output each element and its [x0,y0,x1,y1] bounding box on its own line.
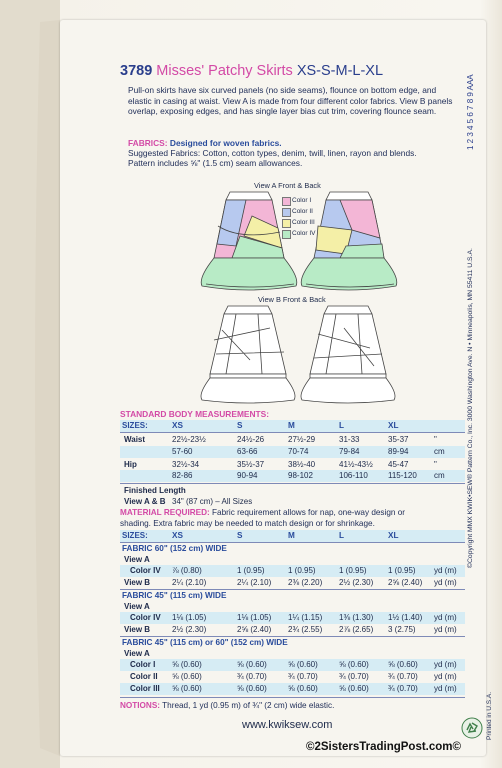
cell: 1½ (1.40) [388,613,423,622]
copyright-notice: ©Copyright MMX KWIK•SEW® Pattern Co., Inc. 3000 Washington Ave. N • Minneapolis, MN 55411 U.S.A. [467,248,474,568]
cell: 57-60 [172,447,193,456]
cell: 1 (0.95) [339,566,367,575]
cell: 35½-37 [237,460,265,469]
unit: yd (m) [434,684,457,693]
size-header: S [237,421,243,430]
cell: 89-94 [388,447,409,456]
material-line-1 [120,508,405,518]
cell: 1⅛ (1.05) [172,613,207,622]
website-url: www.kwiksew.com [242,719,333,731]
cell: 63-66 [237,447,258,456]
size-header: XS [172,421,183,430]
fabrics-label: FABRICS: [128,138,168,148]
legend-label: Color II [292,208,313,215]
view-b-illustration [0,300,502,420]
divider [120,589,465,590]
cell: 2½ (2.30) [339,578,374,587]
row-label: Waist [124,435,146,444]
cell: ⅝ (0.60) [237,684,267,693]
cell: ¾ (0.70) [388,684,418,693]
section-title: FABRIC 45" (115 cm) or 60" (152 cm) WIDE [122,638,288,647]
unit: yd (m) [434,613,457,622]
legend-label: Color I [292,197,312,204]
cell: 1 (0.95) [237,566,265,575]
sizes-label: SIZES: [122,421,148,430]
row-label: Color IV [130,613,161,622]
cell: 32½-34 [172,460,200,469]
cell: 2½ (2.30) [172,625,207,634]
view-b-title: View B Front & Back [258,295,326,304]
view-ab-value: 34" (87 cm) – All Sizes [172,497,253,506]
legend-swatch-color-iii [282,219,291,228]
unit: " [434,460,437,469]
pattern-number: 3789 [120,63,153,79]
section-title: FABRIC 60" (152 cm) WIDE [122,544,227,553]
cell: 2⅜ (2.20) [288,578,323,587]
row-label: Color II [130,672,158,681]
size-header: XS [172,531,183,540]
cell: 27½-29 [288,435,316,444]
cell: ⅝ (0.60) [237,660,267,669]
cell: 2¼ (2.10) [172,578,207,587]
cell: 1 (0.95) [288,566,316,575]
cell: ⅝ (0.60) [288,660,318,669]
cell: 106-110 [339,471,368,480]
row-label: Color IV [130,566,161,575]
cell: ⅝ (0.60) [172,660,202,669]
notions-label: NOTIONS: [120,701,161,710]
seam-allowance: Pattern includes ⅝" (1.5 cm) seam allowances. [128,158,303,168]
row-label: Hip [124,460,137,469]
cell: 3 (2.75) [388,625,416,634]
size-header: M [288,531,295,540]
cell: ⅝ (0.60) [288,684,318,693]
unit: yd (m) [434,660,457,669]
watermark: ©2SistersTradingPost.com© [306,741,461,753]
cell: ⅝ (0.60) [339,684,369,693]
divider [120,542,465,543]
row-label: View B [124,625,151,634]
unit: " [434,435,437,444]
cell: ⅝ (0.60) [172,684,202,693]
cell: 82-86 [172,471,193,480]
divider [120,483,465,484]
size-header: L [339,421,345,430]
legend-swatch-color-ii [282,208,291,217]
cell: 115-120 [388,471,417,480]
suggested-fabrics: Suggested Fabrics: Cotton, cotton types, denim, twill, linen, rayon and blends. [128,148,417,158]
cell: 41½-43½ [339,460,373,469]
size-header: XL [388,531,399,540]
material-text-2: shading. Extra fabric may be needed to match design or for shrinkage. [120,519,375,528]
row-label: View A [124,649,150,658]
legend-label: Color III [292,219,315,226]
cell: ⅞ (0.80) [172,566,202,575]
cell: 24½-26 [237,435,265,444]
divider [120,432,465,433]
cell: 2⅞ (2.65) [339,625,374,634]
cell: 2¼ (2.10) [237,578,272,587]
notions-text: Thread, 1 yd (0.95 m) of ¾" (2 cm) wide elastic. [162,701,335,710]
cell: 35-37 [388,435,409,444]
recycle-icon [461,717,483,739]
unit: cm [434,471,445,480]
legend-swatch-color-i [282,197,291,206]
notions-line [120,701,334,711]
cell: 79-84 [339,447,360,456]
cell: ¾ (0.70) [288,672,318,681]
row-label: Color I [130,660,156,669]
cell: 22½-23½ [172,435,206,444]
size-header: S [237,531,243,540]
cell: 38½-40 [288,460,316,469]
fabrics-designed: Designed for woven fabrics. [169,138,282,148]
cell: 2⅝ (2.40) [237,625,272,634]
fabrics-line [128,138,282,148]
unit: yd (m) [434,672,457,681]
size-header: L [339,531,345,540]
cell: ⅝ (0.60) [172,672,202,681]
cell: 2⅝ (2.40) [388,578,423,587]
unit: yd (m) [434,625,457,634]
unit: yd (m) [434,578,457,587]
cell: 31-33 [339,435,360,444]
measurements-title [120,409,269,419]
cell: 1 (0.95) [388,566,416,575]
size-range: XS-S-M-L-XL [296,63,384,79]
cell: 98-102 [288,471,313,480]
size-header: M [288,421,295,430]
cell: 70-74 [288,447,309,456]
view-ab-label: View A & B [124,497,166,506]
material-sizes-label: SIZES: [122,531,148,540]
legend-label: Color IV [292,230,316,237]
legend-swatch-color-iv [282,230,291,239]
cell: ⅝ (0.60) [388,660,418,669]
row-label: View A [124,602,150,611]
size-header: XL [388,421,399,430]
divider [120,636,465,637]
finished-length-label: Finished Length [124,486,186,495]
row-label: View A [124,555,150,564]
cell: 2¾ (2.55) [288,625,323,634]
cell: ¾ (0.70) [339,672,369,681]
cell: 1¼ (1.15) [288,613,323,622]
pattern-name: Misses' Patchy Skirts [156,63,293,79]
unit: yd (m) [434,566,457,575]
measurements-title-text: STANDARD BODY MEASUREMENTS: [120,409,270,419]
cell: 1⅜ (1.30) [339,613,374,622]
cell: ⅝ (0.60) [339,660,369,669]
material-text-1: Fabric requirement allows for nap, one-way design or [212,508,406,517]
unit: cm [434,447,445,456]
pattern-title [120,63,383,79]
cell: 90-94 [237,471,258,480]
cell: 45-47 [388,460,409,469]
row-label: View B [124,578,151,587]
cell: ¾ (0.70) [237,672,267,681]
section-title: FABRIC 45" (115 cm) WIDE [122,591,227,600]
printed-in-usa: Printed in U.S.A. [486,691,493,740]
side-code: 1 2 3 4 5 6 7 8 9 AAA [466,74,475,150]
divider [120,697,465,698]
cell: 1⅛ (1.05) [237,613,272,622]
row-label: Color III [130,684,160,693]
cell: ¾ (0.70) [388,672,418,681]
view-a-title: View A Front & Back [254,181,321,190]
material-label: MATERIAL REQUIRED: [120,508,210,517]
description: Pull-on skirts have six curved panels (no side seams), flounce on bottom edge, and elastic in casing at waist. View A is made from four different color fabrics. View B panels overlap, exposing edges, and has single layer bias cut trim, covering flounce seam. [128,85,453,117]
